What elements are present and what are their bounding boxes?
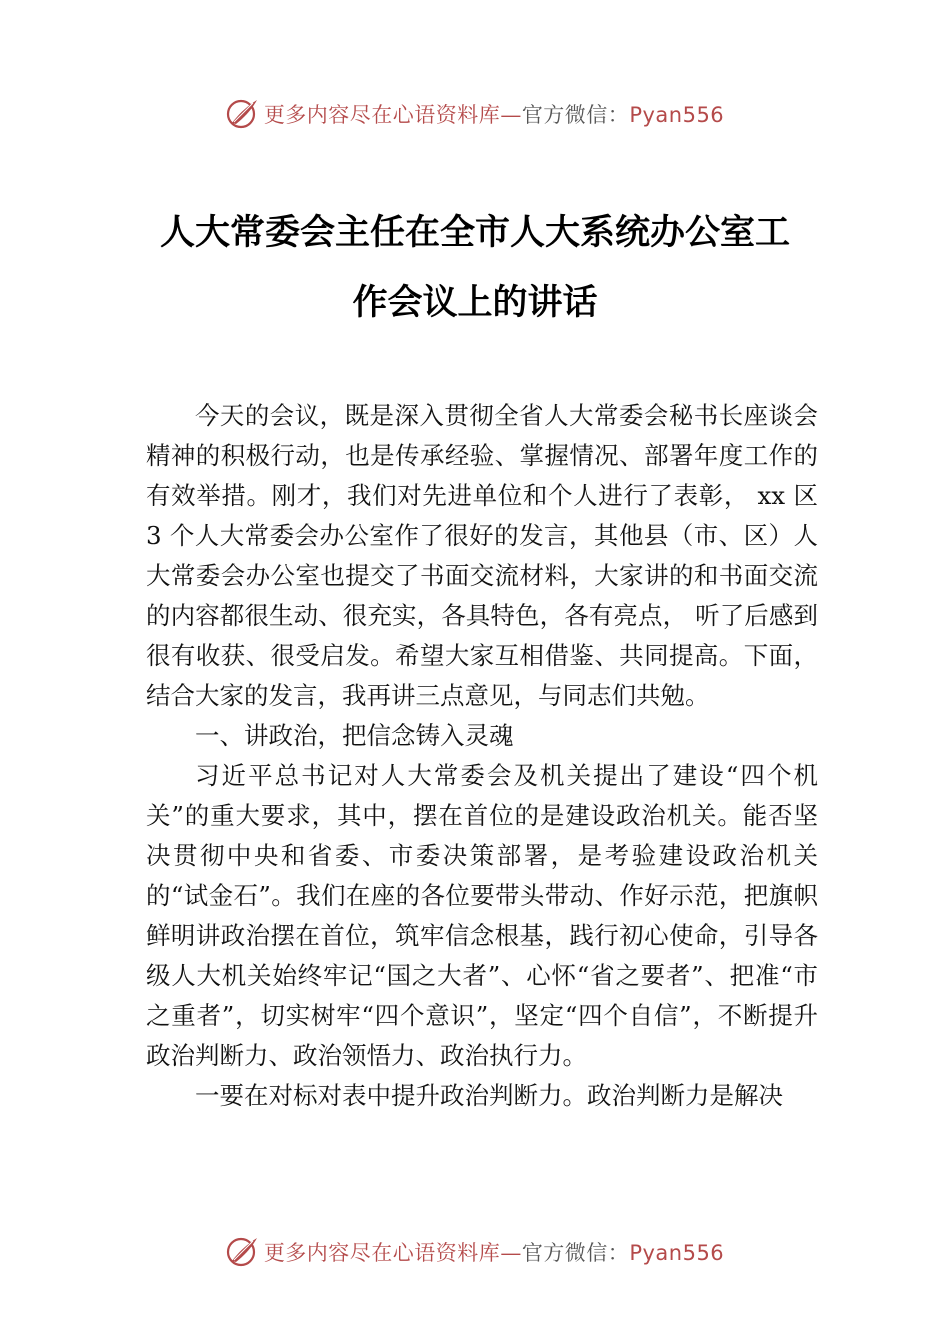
paragraph-section-1: 习近平总书记对人大常委会及机关提出了建设“四个机关”的重大要求，其中，摆在首位的是建设政治机关。能否坚决贯彻中央和省委、市委决策部署，是考验建设政治机关的“试金石”。我们在座的各位要带头带动、作好示范，把旗帜鲜明讲政治摆在首位，筑牢信念根基，践行初心使命，引导各级人大机关始终牢记“国之大者”、心怀“省之要者”、把准“市之重者”，切实树牢“四个意识”，坚定“四个自信”，不断提升政治判断力、政治领悟力、政治执行力。 [146, 761, 818, 1070]
document-body [146, 396, 818, 1116]
banner-text [264, 1237, 724, 1267]
banner-dash: — [500, 103, 522, 127]
quill-logo-icon [226, 97, 260, 131]
paragraph-intro: 今天的会议，既是深入贯彻全省人大常委会秘书长座谈会精神的积极行动，也是传承经验、掌握情况、部署年度工作的有效举措。刚才，我们对先进单位和个人进行了表彰， xx 区 3 个人大常委会办公室作了很好的发言，其他县（市、区）人大常委会办公室也提交了书面交流材料，大家讲的和书面交流的内容都很生动、很充实，各具特色，各有亮点， 听了后感到很有收获、很受启发。希望大家互相借鉴、共同提高。下面，结合大家的发言，我再讲三点意见，与同志们共勉。 [146, 401, 818, 710]
banner-wechat-label: 官方微信： [521, 1241, 630, 1265]
paragraph-point-1: 一要在对标对表中提升政治判断力。政治判断力是解决 [195, 1081, 783, 1110]
banner-dash: — [500, 1241, 522, 1265]
banner-slogan: 更多内容尽在心语资料库 [263, 1241, 501, 1265]
banner-wechat-id: Pyan556 [629, 1241, 725, 1265]
banner-wechat-id: Pyan556 [629, 103, 725, 127]
header-banner [0, 94, 950, 134]
quill-logo-icon [226, 1235, 260, 1269]
footer-banner [0, 1232, 950, 1272]
title-line-1: 人大常委会主任在全市人大系统办公室工 [159, 212, 790, 253]
banner-slogan: 更多内容尽在心语资料库 [263, 103, 501, 127]
banner-wechat-label: 官方微信： [521, 103, 630, 127]
banner-text [264, 99, 724, 129]
title-line-2: 作会议上的讲话 [352, 282, 598, 323]
section-heading-1: 一、讲政治，把信念铸入灵魂 [195, 721, 514, 750]
document-title [150, 198, 800, 338]
